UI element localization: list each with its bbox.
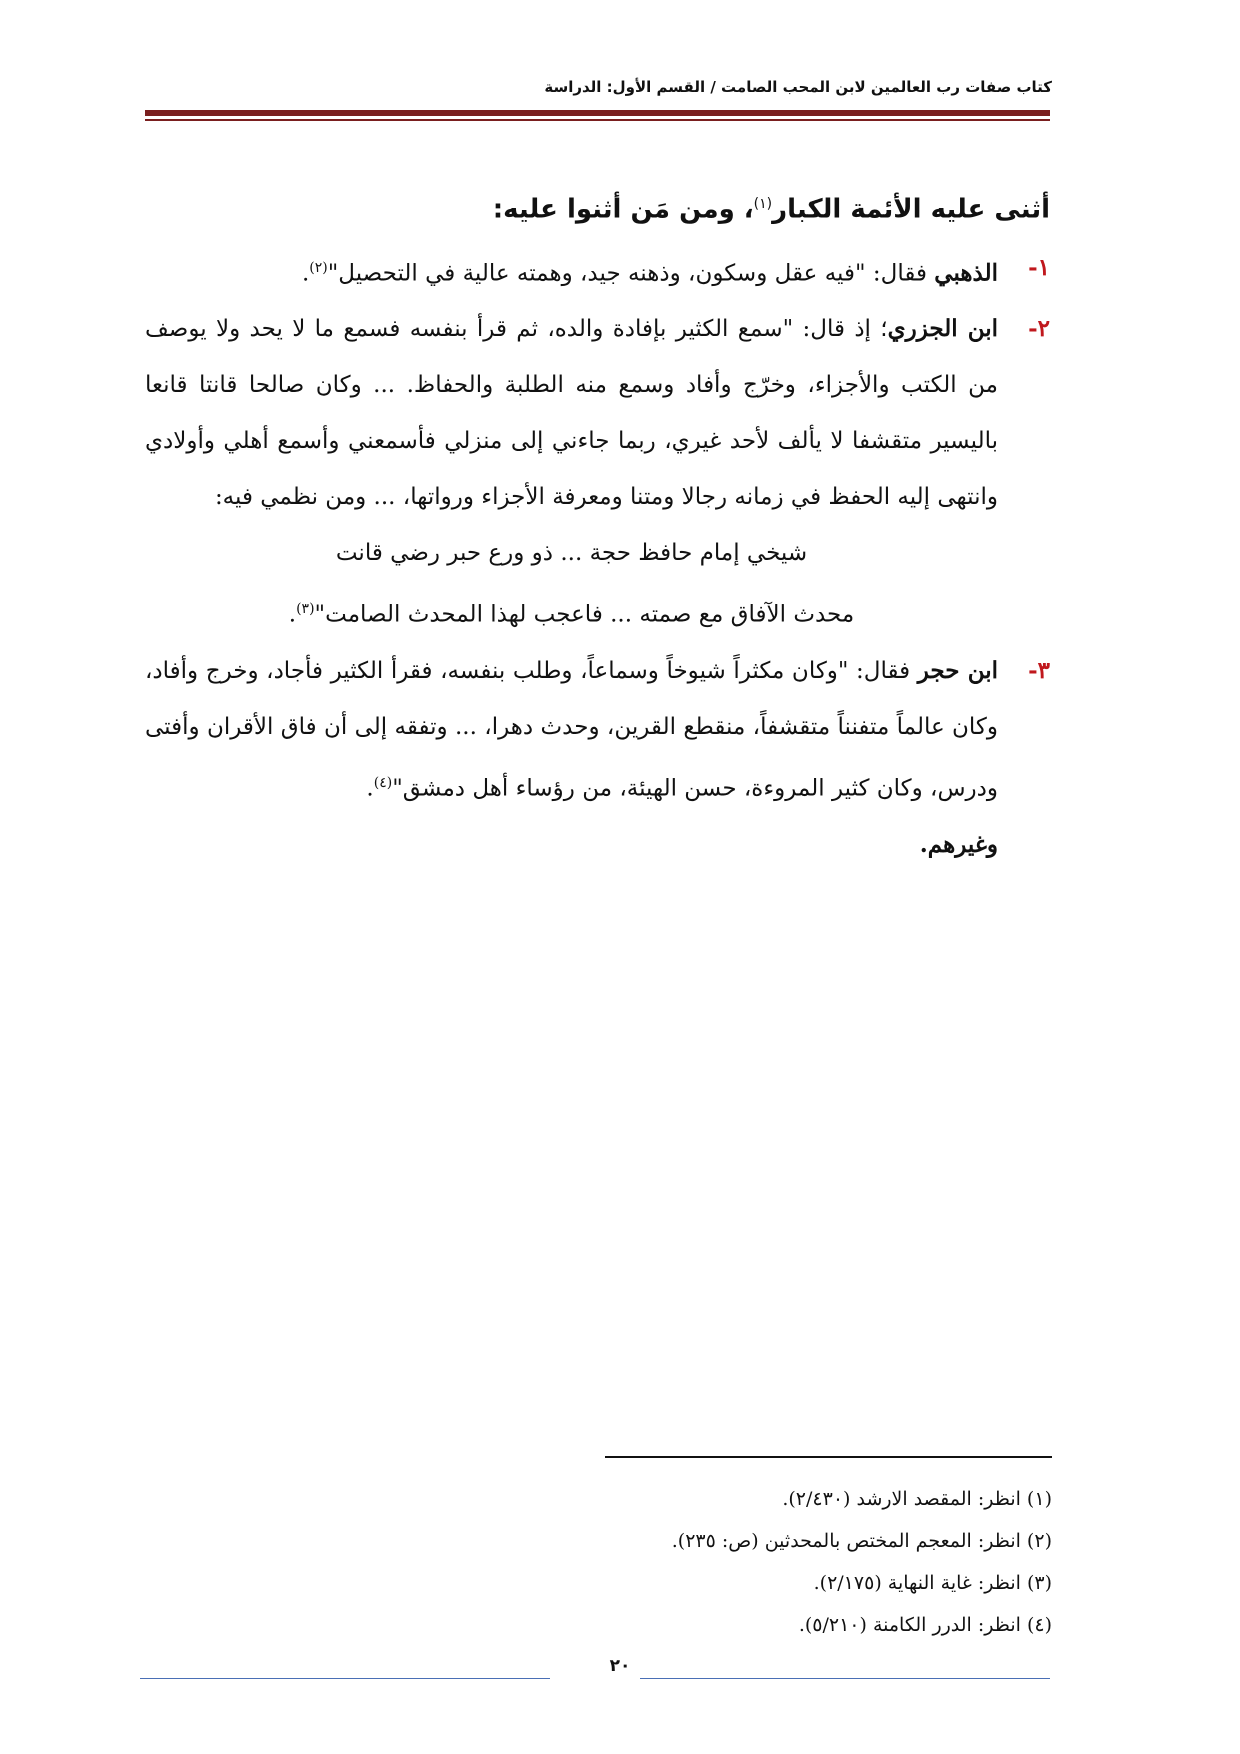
footnote-ref-1[interactable]: (١)	[753, 196, 773, 212]
heading-text-end: ، ومن مَن أثنوا عليه:	[492, 194, 754, 225]
header-rule-thin	[145, 119, 1050, 121]
entry-end: .	[301, 260, 310, 287]
entry-number: ٣-	[1028, 656, 1050, 684]
footnote-separator	[605, 1456, 1052, 1458]
entry-name: ابن حجر	[917, 656, 998, 684]
entry-2	[145, 301, 1050, 525]
entry-end: .	[366, 775, 374, 802]
entry-3	[145, 643, 1050, 817]
entry-text: ؛ إذ قال: "سمع الكثير بإفادة والده، ثم قرأ بنفسه فسمع ما لا يحد ولا يوصف من الكتب والأجزاء، وخرّج وأفاد وسمع منه الطلبة والحفاظ. ... وكان صالحا قانتا قانعا باليسير متقشفا لا يألف لأحد غيري، ربما جاءني إلى منزلي فأسمعني وأسمع أهلي وأولادي وانتهى إليه الحفظ في زمانه رجالا ومتنا ومعرفة الأجزاء ورواتها، ... ومن نظمي فيه:	[145, 316, 998, 511]
footnote-2: (٢) انظر: المعجم المختص بالمحدثين (ص: ٢٣٥).	[671, 1530, 1052, 1552]
entry-number: ٢-	[1028, 315, 1050, 343]
footnote-4: (٤) انظر: الدرر الكامنة (٥/٢١٠).	[798, 1614, 1052, 1636]
closing-text: وغيرهم.	[919, 830, 998, 858]
footer-rule-right	[640, 1678, 1050, 1679]
page-number: ٢٠	[609, 1656, 631, 1676]
footer-rule-left	[140, 1678, 550, 1679]
verse-text: محدث الآفاق مع صمته ... فاعجب لهذا المحدث الصامت"	[314, 601, 855, 628]
footnote-1: (١) انظر: المقصد الارشد (٢/٤٣٠).	[782, 1488, 1052, 1510]
footnote-3: (٣) انظر: غاية النهاية (٢/١٧٥).	[813, 1572, 1052, 1594]
entry-number: ١-	[1028, 253, 1050, 281]
heading-text: أثنى عليه الأئمة الكبار	[772, 194, 1050, 225]
section-heading	[145, 178, 1050, 236]
verse-line-1: شيخي إمام حافظ حجة ... ذو ورع حبر رضي قانت	[335, 540, 808, 567]
footnote-ref-3[interactable]: (٣)	[296, 601, 315, 618]
footnotes	[352, 1478, 1052, 1646]
entry-text: فقال: "وكان مكثراً شيوخاً وسماعاً، وطلب بنفسه، فقرأ الكثير فأجاد، وخرج وأفاد، وكان عالماً متفنناً متقشفاً، منقطع القرين، وحدث دهرا، ... وتفقه إلى أن فاق الأقران وأفتى ودرس، وكان كثير المروءة، حسن الهيئة، من رؤساء أهل دمشق"	[145, 657, 998, 802]
entry-1	[145, 240, 1050, 302]
footnote-ref-4[interactable]: (٤)	[373, 774, 393, 791]
running-header: كتاب صفات رب العالمين لابن المحب الصامت / القسم الأول: الدراسة	[544, 78, 1052, 96]
entry-name: ابن الجزري	[887, 315, 998, 343]
footnote-ref-2[interactable]: (٢)	[309, 259, 328, 276]
header-rule-thick	[145, 110, 1050, 116]
verse-line-2	[145, 581, 1050, 643]
main-text	[145, 178, 1050, 873]
verse-end: .	[288, 601, 297, 628]
entry-text: فقال: "فيه عقل وسكون، وذهنه جيد، وهمته عالية في التحصيل"	[327, 260, 935, 287]
entry-name: الذهبي	[934, 259, 998, 287]
